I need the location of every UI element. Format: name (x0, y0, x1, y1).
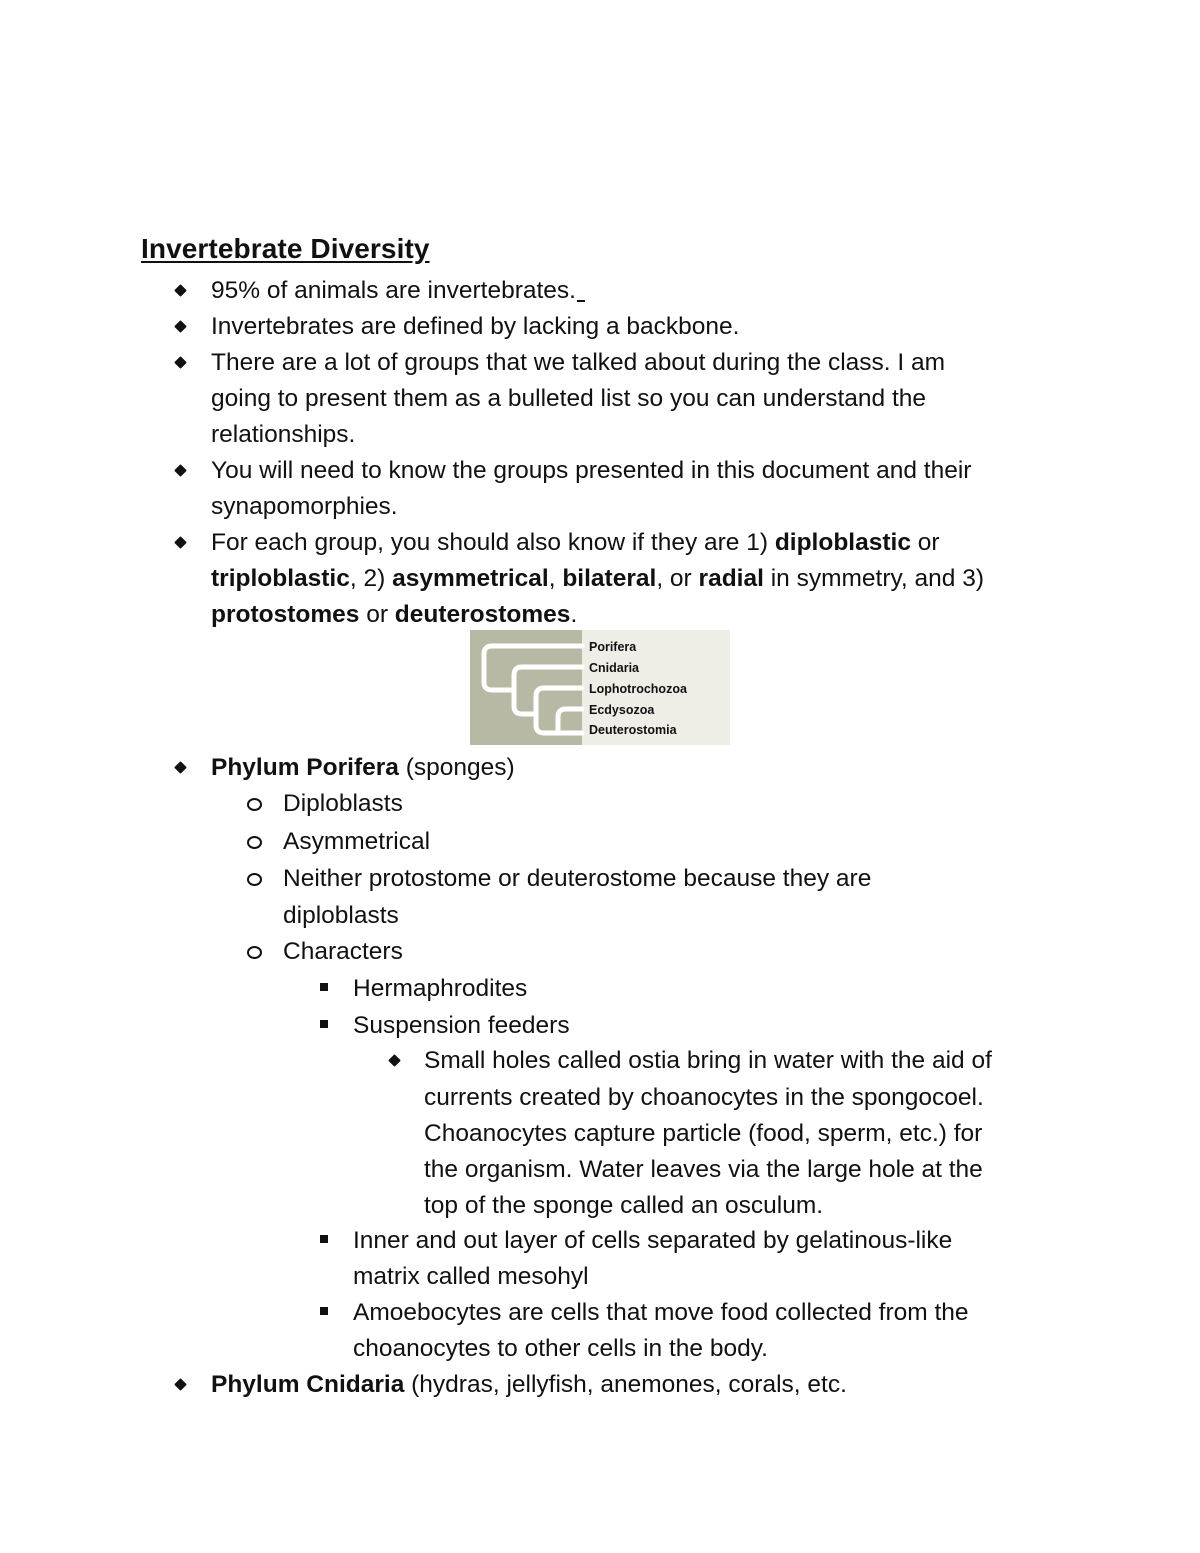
detail-line-2: currents created by choanocytes in the spongocoel. (424, 1084, 984, 1111)
text-cursor-mark (577, 300, 585, 302)
cnidaria-heading (211, 1370, 847, 1400)
term-radial: radial (698, 565, 764, 592)
porifera-sub-1: Diploblasts (283, 790, 403, 817)
bullet-icon (174, 284, 187, 297)
circle-bullet-icon (247, 873, 262, 886)
term-deuterostomes: deuterostomes (394, 601, 571, 628)
bullet-icon (174, 761, 187, 774)
text: For each group, you should also know if they are 1) (211, 529, 775, 556)
bullet-icon (174, 464, 187, 477)
term-bilateral: bilateral (562, 565, 657, 592)
phylum-name: Phylum Porifera (211, 754, 399, 781)
character-4-line-1: Amoebocytes are cells that move food collected from the (353, 1299, 969, 1326)
bullet-icon (174, 536, 187, 549)
intro-bullet-3-line-3: relationships. (211, 421, 356, 448)
text: (sponges) (398, 754, 515, 781)
text: or (910, 529, 940, 556)
text: in symmetry, and 3) (763, 565, 985, 592)
character-3-line-1: Inner and out layer of cells separated by gelatinous-like (353, 1227, 953, 1254)
term-diploblastic: diploblastic (774, 529, 911, 556)
text: 95% of animals are invertebrates. (211, 277, 576, 304)
intro-bullet-1 (211, 276, 585, 306)
porifera-sub-3-line-1: Neither protostome or deuterostome because they are (283, 865, 872, 892)
detail-line-1: Small holes called ostia bring in water with the aid of (424, 1047, 992, 1074)
intro-bullet-2: Invertebrates are defined by lacking a backbone. (211, 313, 740, 340)
text: (hydras, jellyfish, anemones, corals, etc. (404, 1371, 847, 1398)
tree-label-cnidaria: Cnidaria (589, 661, 640, 675)
detail-line-5: top of the sponge called an osculum. (424, 1192, 824, 1219)
intro-bullet-5-line-1 (211, 528, 940, 558)
tree-label-porifera: Porifera (589, 640, 637, 654)
text: or (359, 601, 395, 628)
porifera-sub-2: Asymmetrical (283, 828, 431, 855)
square-bullet-icon (320, 1307, 328, 1315)
porifera-sub-4: Characters (283, 938, 403, 965)
bullet-icon (174, 356, 187, 369)
bullet-icon (174, 320, 187, 333)
text: , or (656, 565, 699, 592)
intro-bullet-5-line-3 (211, 600, 577, 630)
circle-bullet-icon (247, 946, 262, 959)
bullet-icon (388, 1054, 401, 1067)
detail-line-4: the organism. Water leaves via the large hole at the (424, 1156, 983, 1183)
phylogenetic-tree-figure (470, 630, 730, 745)
square-bullet-icon (320, 1020, 328, 1028)
circle-bullet-icon (247, 836, 262, 849)
tree-label-ecdysozoa: Ecdysozoa (589, 703, 655, 717)
character-2: Suspension feeders (353, 1012, 570, 1039)
intro-bullet-4-line-1: You will need to know the groups presented in this document and their (211, 457, 972, 484)
term-asymmetrical: asymmetrical (392, 565, 549, 592)
page-title: Invertebrate Diversity (141, 233, 430, 264)
character-1: Hermaphrodites (353, 975, 528, 1002)
text: , 2) (349, 565, 393, 592)
text: . (570, 601, 578, 628)
bullet-icon (174, 1378, 187, 1391)
intro-bullet-4-line-2: synapomorphies. (211, 493, 398, 520)
detail-line-3: Choanocytes capture particle (food, sperm, etc.) for (424, 1120, 983, 1147)
square-bullet-icon (320, 1235, 328, 1243)
character-4-line-2: choanocytes to other cells in the body. (353, 1335, 768, 1362)
intro-bullet-3-line-2: going to present them as a bulleted list so you can understand the (211, 385, 927, 412)
tree-label-deuterostomia: Deuterostomia (589, 723, 677, 737)
intro-bullet-5-line-2 (211, 564, 984, 594)
text: , (548, 565, 563, 592)
porifera-heading (211, 753, 515, 783)
phylum-name: Phylum Cnidaria (211, 1371, 405, 1398)
porifera-sub-3-line-2: diploblasts (283, 902, 399, 929)
square-bullet-icon (320, 983, 328, 991)
term-protostomes: protostomes (211, 601, 360, 628)
tree-label-lophotrochozoa: Lophotrochozoa (589, 682, 687, 696)
character-3-line-2: matrix called mesohyl (353, 1263, 589, 1290)
intro-bullet-3-line-1: There are a lot of groups that we talked about during the class. I am (211, 349, 946, 376)
circle-bullet-icon (247, 798, 262, 811)
term-triploblastic: triploblastic (211, 565, 350, 592)
